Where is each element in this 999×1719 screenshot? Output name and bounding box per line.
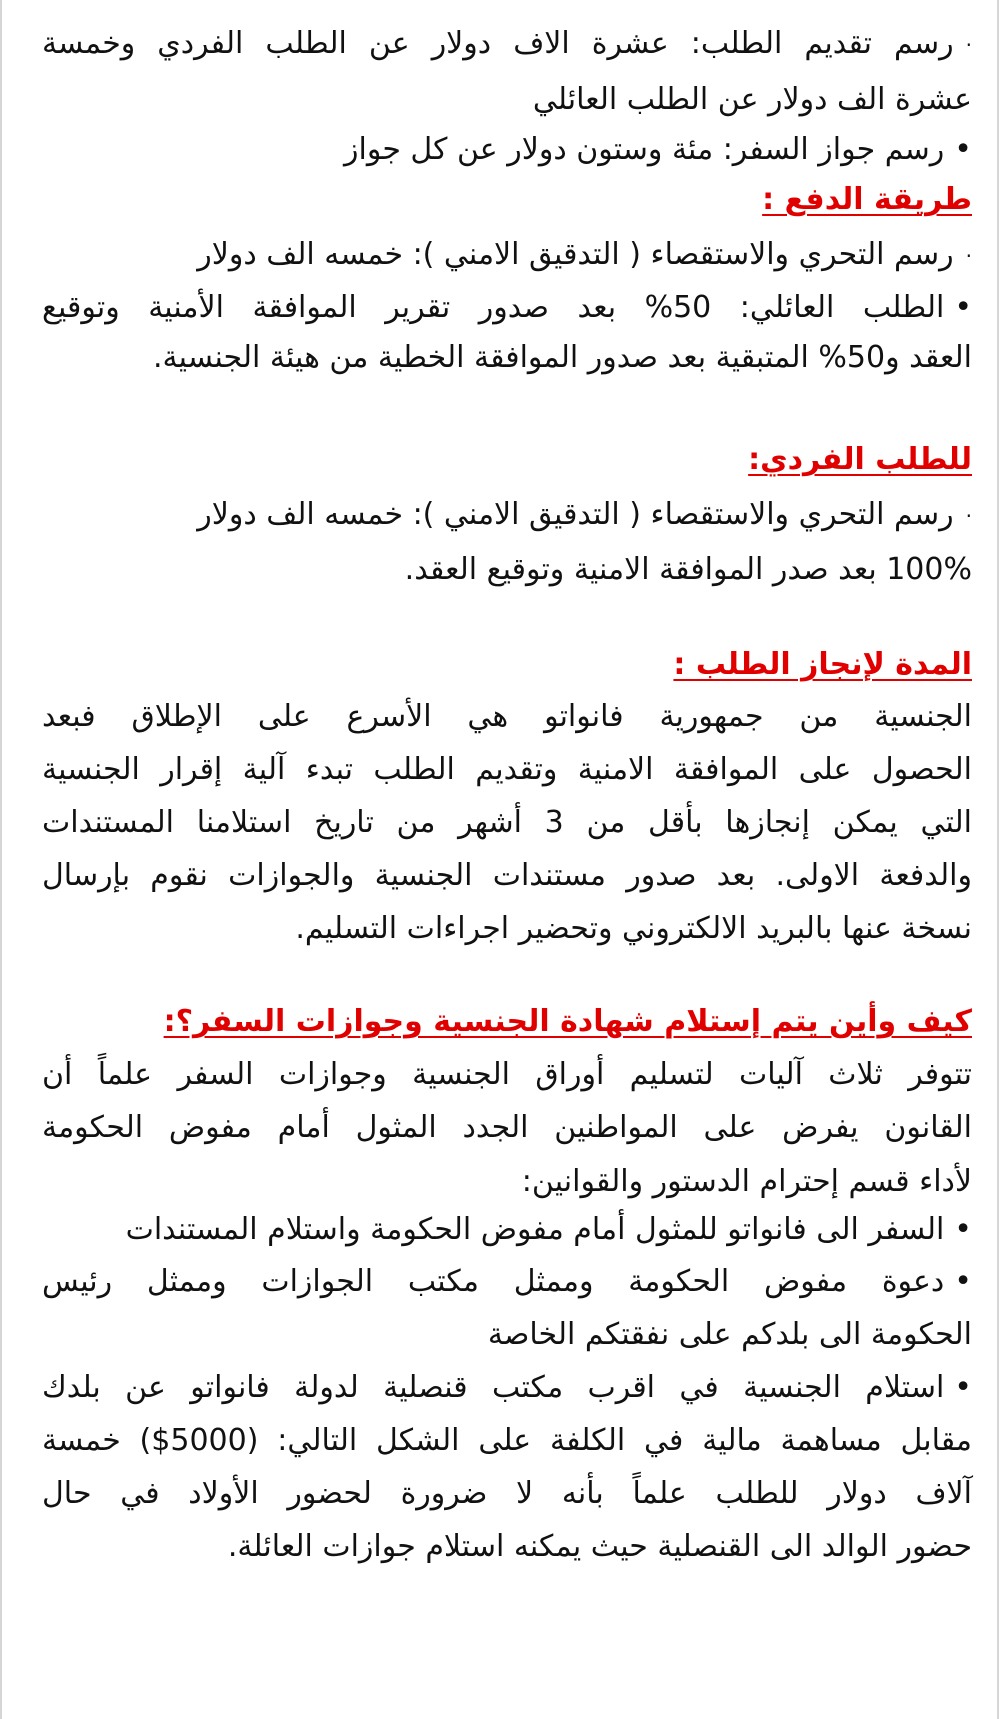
duration-line: الحصول على الموافقة الامنية وتقديم الطلب تبدء آلية إقرار الجنسية: [42, 752, 972, 787]
application-fee-text: رسم تقديم الطلب: عشرة الاف دولار عن الطلب الفردي وخمسة: [42, 26, 954, 61]
individual-investigation-line: [42, 495, 972, 535]
delivery-option-3-line-4: حضور الوالد الى القنصلية حيث يمكنه استلام جوازات العائلة.: [227, 1529, 972, 1564]
delivery-option-2-line-1: [42, 1262, 972, 1302]
delivery-option-1-text: السفر الى فانواتو للمثول أمام مفوض الحكومة واستلام المستندات: [125, 1212, 945, 1247]
bullet-dot: ·: [965, 503, 972, 528]
payment-method-heading: طريقة الدفع :: [762, 182, 972, 217]
individual-heading: للطلب الفردي:: [748, 442, 972, 477]
delivery-option-1: [42, 1210, 972, 1250]
family-payment-text: الطلب العائلي: 50% بعد صدور تقرير الموافقة الأمنية وتوقيع: [42, 290, 945, 325]
individual-payment-line: 100% بعد صدر الموافقة الامنية وتوقيع العقد.: [404, 552, 972, 587]
bullet-dot: •: [954, 1370, 972, 1405]
individual-investigation-text: رسم التحري والاستقصاء ( التدقيق الامني ): خمسه الف دولار: [197, 497, 954, 532]
bullet-dot: ·: [965, 32, 972, 57]
investigation-fee-line: [42, 235, 972, 275]
duration-line: التي يمكن إنجازها بأقل من 3 أشهر من تاريخ استلامنا المستندات: [42, 805, 972, 840]
investigation-fee-text: رسم التحري والاستقصاء ( التدقيق الامني ): خمسه الف دولار: [197, 237, 954, 272]
bullet-dot: •: [954, 1212, 972, 1247]
delivery-intro-line: القانون يفرض على المواطنين الجدد المثول أمام مفوض الحكومة: [42, 1110, 972, 1145]
delivery-option-3-text: استلام الجنسية في اقرب مكتب قنصلية لدولة فانواتو عن بلدك: [42, 1370, 945, 1405]
delivery-option-2-text: دعوة مفوض الحكومة وممثل مكتب الجوازات وممثل رئيس: [42, 1264, 945, 1299]
delivery-intro-line: تتوفر ثلاث آليات لتسليم أوراق الجنسية وجوازات السفر علماً أن: [42, 1057, 972, 1092]
bullet-dot: •: [954, 132, 972, 167]
duration-line: الجنسية من جمهورية فانواتو هي الأسرع على الإطلاق فبعد: [42, 699, 972, 734]
bullet-dot: •: [954, 290, 973, 325]
bullet-dot: •: [954, 1264, 972, 1299]
bullet-dot: ·: [965, 243, 972, 268]
delivery-option-3-line-3: آلاف دولار للطلب علماً بأنه لا ضرورة لحضور الأولاد في حال: [42, 1476, 972, 1511]
duration-heading: المدة لإنجاز الطلب :: [673, 647, 972, 682]
delivery-option-3-line-1: [42, 1368, 972, 1408]
passport-fee-text: رسم جواز السفر: مئة وستون دولار عن كل جواز: [344, 132, 945, 167]
passport-fee-line: [42, 130, 972, 170]
application-fee-line-2: عشرة الف دولار عن الطلب العائلي: [532, 82, 972, 117]
delivery-option-3-line-2: مقابل مساهمة مالية في الكلفة على الشكل التالي: (5000$) خمسة: [42, 1423, 973, 1458]
duration-line: والدفعة الاولى. بعد صدور مستندات الجنسية والجوازات نقوم بإرسال: [42, 858, 972, 893]
delivery-intro-line: لأداء قسم إحترام الدستور والقوانين:: [521, 1164, 972, 1199]
application-fee-line-1: [42, 24, 972, 64]
duration-line: نسخة عنها بالبريد الالكتروني وتحضير اجراءات التسليم.: [295, 911, 972, 946]
family-payment-line-1: [42, 288, 972, 328]
family-payment-line-2: العقد و50% المتبقية بعد صدور الموافقة الخطية من هيئة الجنسية.: [153, 340, 972, 375]
delivery-heading: كيف وأين يتم إستلام شهادة الجنسية وجوازات السفر؟:: [163, 1004, 972, 1039]
delivery-option-2-line-2: الحكومة الى بلدكم على نفقتكم الخاصة: [487, 1317, 972, 1352]
